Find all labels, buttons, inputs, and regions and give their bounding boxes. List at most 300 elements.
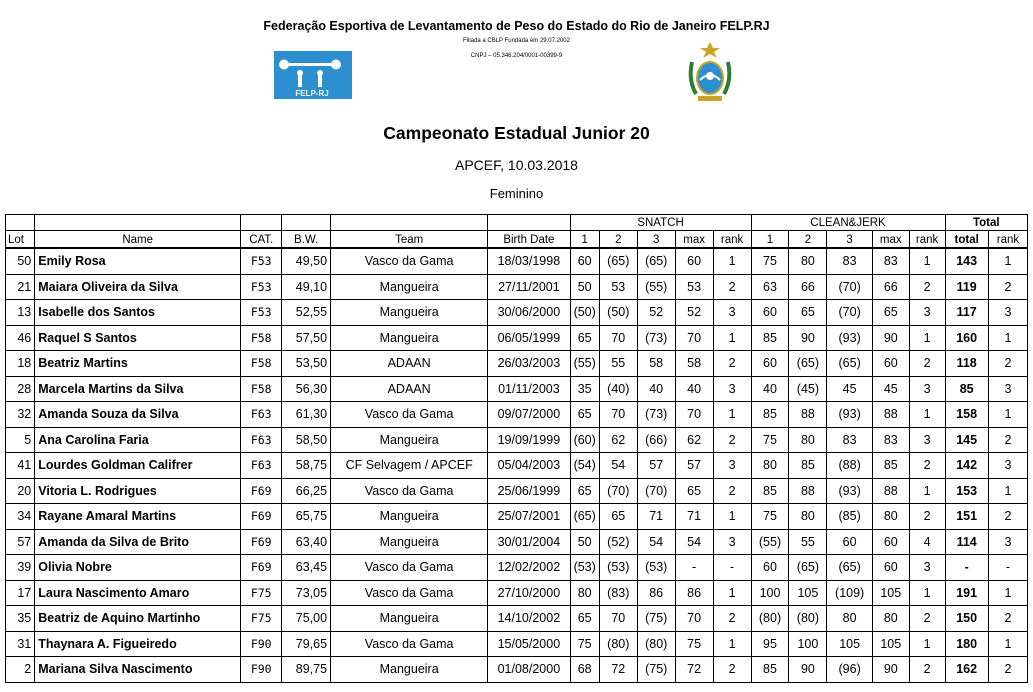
team-cell: Mangueira	[331, 300, 488, 326]
cj-2-cell: 85	[789, 453, 827, 479]
birth-date-cell: 06/05/1999	[488, 325, 570, 351]
team-cell: CF Selvagem / APCEF	[331, 453, 488, 479]
snatch-rank-cell: 2	[713, 351, 751, 377]
team-cell: Vasco da Gama	[331, 631, 488, 657]
name-cell: Beatriz Martins	[35, 351, 241, 377]
col-cj-3: 3	[827, 231, 873, 249]
cj-1-cell: 60	[751, 351, 789, 377]
snatch-rank-cell: 2	[713, 606, 751, 632]
snatch-1-cell: 75	[570, 631, 599, 657]
cj-2-cell: 80	[789, 248, 827, 274]
snatch-1-cell: (55)	[570, 351, 599, 377]
cj-3-cell: (65)	[827, 351, 873, 377]
name-cell: Beatriz de Aquino Martinho	[35, 606, 241, 632]
snatch-2-cell: (50)	[599, 300, 637, 326]
snatch-2-cell: 53	[599, 274, 637, 300]
birth-date-cell: 15/05/2000	[488, 631, 570, 657]
total-cell: 85	[945, 376, 988, 402]
team-cell: Mangueira	[331, 274, 488, 300]
total-cell: 145	[945, 427, 988, 453]
championship-title: Campeonato Estadual Junior 20	[383, 123, 650, 143]
table-row	[6, 248, 1028, 274]
snatch-2-cell: 70	[599, 402, 637, 428]
snatch-max-cell: 75	[675, 631, 713, 657]
total-group-header: Total	[945, 215, 1028, 231]
total-rank-cell: 3	[988, 453, 1027, 479]
cat-cell: F69	[241, 529, 282, 555]
cj-3-cell: (65)	[827, 555, 873, 581]
cj-1-cell: 95	[751, 631, 789, 657]
cj-2-cell: 80	[789, 504, 827, 530]
lot-cell: 50	[6, 248, 35, 274]
total-cell: 180	[945, 631, 988, 657]
cj-rank-cell: 2	[909, 606, 945, 632]
name-cell: Amanda Souza da Silva	[35, 402, 241, 428]
cat-cell: F90	[241, 631, 282, 657]
affiliation-text: Filiada a CBLP Fundada em 29.07.2002	[463, 38, 570, 44]
cj-rank-cell: 2	[909, 657, 945, 683]
table-row	[6, 478, 1028, 504]
table-row	[6, 504, 1028, 530]
total-cell: 143	[945, 248, 988, 274]
total-rank-cell: 1	[988, 402, 1027, 428]
birth-date-cell: 27/11/2001	[488, 274, 570, 300]
birth-date-cell: 26/03/2003	[488, 351, 570, 377]
lot-cell: 46	[6, 325, 35, 351]
snatch-max-cell: 71	[675, 504, 713, 530]
snatch-rank-cell: 3	[713, 376, 751, 402]
cj-max-cell: 90	[872, 657, 909, 683]
snatch-rank-cell: 1	[713, 248, 751, 274]
bw-cell: 73,05	[282, 580, 331, 606]
snatch-2-cell: 65	[599, 504, 637, 530]
team-cell: Vasco da Gama	[331, 402, 488, 428]
table-row	[6, 657, 1028, 683]
cj-2-cell: 90	[789, 657, 827, 683]
lot-cell: 5	[6, 427, 35, 453]
col-team: Team	[331, 231, 488, 249]
cat-cell: F63	[241, 402, 282, 428]
col-bw: B.W.	[282, 231, 331, 249]
snatch-1-cell: 65	[570, 402, 599, 428]
snatch-rank-cell: 1	[713, 325, 751, 351]
cj-1-cell: (80)	[751, 606, 789, 632]
snatch-max-cell: 70	[675, 606, 713, 632]
snatch-3-cell: (53)	[637, 555, 675, 581]
name-cell: Thaynara A. Figueiredo	[35, 631, 241, 657]
total-cell: 150	[945, 606, 988, 632]
team-cell: Mangueira	[331, 529, 488, 555]
snatch-2-cell: (52)	[599, 529, 637, 555]
cat-cell: F75	[241, 606, 282, 632]
table-row	[6, 555, 1028, 581]
snatch-1-cell: 65	[570, 478, 599, 504]
cj-2-cell: 105	[789, 580, 827, 606]
total-cell: 162	[945, 657, 988, 683]
lot-cell: 39	[6, 555, 35, 581]
snatch-rank-cell: 2	[713, 274, 751, 300]
table-row	[6, 427, 1028, 453]
team-cell: Mangueira	[331, 427, 488, 453]
cj-3-cell: 60	[827, 529, 873, 555]
col-birth-date: Birth Date	[488, 231, 570, 249]
cj-max-cell: 105	[872, 631, 909, 657]
total-cell: 118	[945, 351, 988, 377]
cat-cell: F90	[241, 657, 282, 683]
cat-cell: F75	[241, 580, 282, 606]
lot-cell: 41	[6, 453, 35, 479]
total-rank-cell: 2	[988, 606, 1027, 632]
lot-cell: 57	[6, 529, 35, 555]
snatch-2-cell: 72	[599, 657, 637, 683]
cj-3-cell: 83	[827, 427, 873, 453]
cj-3-cell: (70)	[827, 274, 873, 300]
cj-1-cell: (55)	[751, 529, 789, 555]
lot-cell: 17	[6, 580, 35, 606]
cj-max-cell: 90	[872, 325, 909, 351]
cj-1-cell: 100	[751, 580, 789, 606]
snatch-1-cell: 50	[570, 274, 599, 300]
birth-date-cell: 01/11/2003	[488, 376, 570, 402]
bw-cell: 49,10	[282, 274, 331, 300]
bw-cell: 52,55	[282, 300, 331, 326]
snatch-1-cell: 35	[570, 376, 599, 402]
header-spacer-cat	[241, 215, 282, 231]
snatch-3-cell: 58	[637, 351, 675, 377]
lot-cell: 13	[6, 300, 35, 326]
cj-1-cell: 75	[751, 248, 789, 274]
table-row	[6, 453, 1028, 479]
total-rank-cell: 2	[988, 427, 1027, 453]
col-snatch-max: max	[675, 231, 713, 249]
cj-3-cell: (109)	[827, 580, 873, 606]
cj-3-cell: (70)	[827, 300, 873, 326]
snatch-rank-cell: 1	[713, 580, 751, 606]
snatch-1-cell: 80	[570, 580, 599, 606]
team-cell: Vasco da Gama	[331, 248, 488, 274]
snatch-group-header: SNATCH	[570, 215, 751, 231]
team-cell: Vasco da Gama	[331, 555, 488, 581]
snatch-3-cell: 57	[637, 453, 675, 479]
birth-date-cell: 18/03/1998	[488, 248, 570, 274]
header-spacer-lot	[6, 215, 35, 231]
snatch-3-cell: 86	[637, 580, 675, 606]
bw-cell: 58,75	[282, 453, 331, 479]
cj-rank-cell: 3	[909, 300, 945, 326]
lot-cell: 20	[6, 478, 35, 504]
snatch-2-cell: (80)	[599, 631, 637, 657]
snatch-1-cell: 60	[570, 248, 599, 274]
name-cell: Rayane Amaral Martins	[35, 504, 241, 530]
cat-cell: F69	[241, 478, 282, 504]
gender-category: Feminino	[489, 186, 544, 201]
snatch-rank-cell: 2	[713, 478, 751, 504]
total-rank-cell: -	[988, 555, 1027, 581]
cat-cell: F58	[241, 351, 282, 377]
cat-cell: F53	[241, 274, 282, 300]
cj-rank-cell: 2	[909, 453, 945, 479]
cj-1-cell: 80	[751, 453, 789, 479]
total-cell: 142	[945, 453, 988, 479]
lot-cell: 18	[6, 351, 35, 377]
bw-cell: 61,30	[282, 402, 331, 428]
team-cell: Mangueira	[331, 657, 488, 683]
name-cell: Marcela Martins da Silva	[35, 376, 241, 402]
cj-max-cell: 60	[872, 351, 909, 377]
cj-2-cell: 66	[789, 274, 827, 300]
snatch-max-cell: 58	[675, 351, 713, 377]
team-cell: Mangueira	[331, 325, 488, 351]
total-cell: 160	[945, 325, 988, 351]
cat-cell: F58	[241, 376, 282, 402]
total-rank-cell: 1	[988, 248, 1027, 274]
lot-cell: 35	[6, 606, 35, 632]
total-rank-cell: 3	[988, 300, 1027, 326]
snatch-3-cell: 71	[637, 504, 675, 530]
snatch-rank-cell: 1	[713, 402, 751, 428]
snatch-rank-cell: 2	[713, 427, 751, 453]
name-cell: Amanda da Silva de Brito	[35, 529, 241, 555]
cj-2-cell: 80	[789, 427, 827, 453]
cj-max-cell: 80	[872, 504, 909, 530]
birth-date-cell: 30/06/2000	[488, 300, 570, 326]
cj-1-cell: 60	[751, 300, 789, 326]
bw-cell: 57,50	[282, 325, 331, 351]
cj-2-cell: 100	[789, 631, 827, 657]
lot-cell: 2	[6, 657, 35, 683]
cj-max-cell: 83	[872, 427, 909, 453]
cj-2-cell: (80)	[789, 606, 827, 632]
total-rank-cell: 2	[988, 504, 1027, 530]
cj-rank-cell: 1	[909, 580, 945, 606]
bw-cell: 63,40	[282, 529, 331, 555]
birth-date-cell: 27/10/2000	[488, 580, 570, 606]
bw-cell: 58,50	[282, 427, 331, 453]
snatch-2-cell: 70	[599, 325, 637, 351]
snatch-2-cell: (70)	[599, 478, 637, 504]
cj-max-cell: 83	[872, 248, 909, 274]
cj-1-cell: 75	[751, 427, 789, 453]
lot-cell: 32	[6, 402, 35, 428]
snatch-2-cell: (53)	[599, 555, 637, 581]
col-snatch-3: 3	[637, 231, 675, 249]
snatch-rank-cell: 3	[713, 300, 751, 326]
name-cell: Vitoria L. Rodrigues	[35, 478, 241, 504]
table-body	[6, 248, 1028, 682]
bw-cell: 56,30	[282, 376, 331, 402]
snatch-3-cell: (73)	[637, 402, 675, 428]
snatch-2-cell: (83)	[599, 580, 637, 606]
cj-rank-cell: 2	[909, 504, 945, 530]
snatch-rank-cell: -	[713, 555, 751, 581]
lot-cell: 21	[6, 274, 35, 300]
bw-cell: 75,00	[282, 606, 331, 632]
bw-cell: 53,50	[282, 351, 331, 377]
team-cell: ADAAN	[331, 376, 488, 402]
table-row	[6, 274, 1028, 300]
col-cat: CAT.	[241, 231, 282, 249]
lot-cell: 34	[6, 504, 35, 530]
total-cell: 114	[945, 529, 988, 555]
col-name: Name	[35, 231, 241, 249]
snatch-3-cell: (73)	[637, 325, 675, 351]
cj-2-cell: 55	[789, 529, 827, 555]
snatch-rank-cell: 1	[713, 631, 751, 657]
col-cj-1: 1	[751, 231, 789, 249]
logo-text: FELP-RJ	[295, 89, 329, 98]
total-rank-cell: 3	[988, 529, 1027, 555]
snatch-3-cell: (70)	[637, 478, 675, 504]
snatch-1-cell: (65)	[570, 504, 599, 530]
snatch-1-cell: 68	[570, 657, 599, 683]
team-cell: Mangueira	[331, 504, 488, 530]
team-cell: Vasco da Gama	[331, 478, 488, 504]
snatch-max-cell: 60	[675, 248, 713, 274]
snatch-max-cell: 57	[675, 453, 713, 479]
cj-3-cell: (93)	[827, 325, 873, 351]
birth-date-cell: 14/10/2002	[488, 606, 570, 632]
table-row	[6, 351, 1028, 377]
name-cell: Lourdes Goldman Califrer	[35, 453, 241, 479]
snatch-max-cell: 52	[675, 300, 713, 326]
cj-2-cell: 90	[789, 325, 827, 351]
name-cell: Maiara Oliveira da Silva	[35, 274, 241, 300]
total-cell: -	[945, 555, 988, 581]
col-cj-2: 2	[789, 231, 827, 249]
cj-rank-cell: 3	[909, 555, 945, 581]
birth-date-cell: 25/07/2001	[488, 504, 570, 530]
team-cell: Mangueira	[331, 606, 488, 632]
cj-max-cell: 60	[872, 555, 909, 581]
cj-1-cell: 40	[751, 376, 789, 402]
bw-cell: 66,25	[282, 478, 331, 504]
total-rank-cell: 2	[988, 351, 1027, 377]
cj-1-cell: 60	[751, 555, 789, 581]
header-spacer-bw	[282, 215, 331, 231]
venue-date: APCEF, 10.03.2018	[455, 157, 578, 173]
total-rank-cell: 1	[988, 580, 1027, 606]
table-row	[6, 606, 1028, 632]
cj-max-cell: 80	[872, 606, 909, 632]
snatch-2-cell: (65)	[599, 248, 637, 274]
birth-date-cell: 05/04/2003	[488, 453, 570, 479]
snatch-rank-cell: 3	[713, 529, 751, 555]
snatch-max-cell: 72	[675, 657, 713, 683]
cj-max-cell: 105	[872, 580, 909, 606]
birth-date-cell: 12/02/2002	[488, 555, 570, 581]
cj-2-cell: (65)	[789, 555, 827, 581]
cj-2-cell: 88	[789, 478, 827, 504]
cj-2-cell: 88	[789, 402, 827, 428]
birth-date-cell: 25/06/1999	[488, 478, 570, 504]
team-cell: Vasco da Gama	[331, 580, 488, 606]
name-cell: Isabelle dos Santos	[35, 300, 241, 326]
total-cell: 119	[945, 274, 988, 300]
snatch-2-cell: 70	[599, 606, 637, 632]
total-cell: 151	[945, 504, 988, 530]
total-cell: 117	[945, 300, 988, 326]
cj-max-cell: 88	[872, 402, 909, 428]
cj-3-cell: (88)	[827, 453, 873, 479]
cj-3-cell: (93)	[827, 402, 873, 428]
col-cj-max: max	[872, 231, 909, 249]
cat-cell: F69	[241, 504, 282, 530]
state-coat-of-arms	[686, 40, 734, 106]
name-cell: Laura Nascimento Amaro	[35, 580, 241, 606]
cj-rank-cell: 1	[909, 402, 945, 428]
snatch-rank-cell: 1	[713, 504, 751, 530]
cj-max-cell: 45	[872, 376, 909, 402]
col-total-rank: rank	[988, 231, 1027, 249]
snatch-3-cell: (75)	[637, 606, 675, 632]
snatch-3-cell: (66)	[637, 427, 675, 453]
snatch-rank-cell: 2	[713, 657, 751, 683]
name-cell: Emily Rosa	[35, 248, 241, 274]
cj-1-cell: 85	[751, 478, 789, 504]
table-header	[6, 215, 1028, 249]
cnpj-text: CNPJ – 05.346.204/0001-00399-9	[470, 53, 563, 59]
table-row	[6, 325, 1028, 351]
cat-cell: F58	[241, 325, 282, 351]
total-rank-cell: 2	[988, 274, 1027, 300]
snatch-2-cell: 54	[599, 453, 637, 479]
bw-cell: 49,50	[282, 248, 331, 274]
bw-cell: 79,65	[282, 631, 331, 657]
name-cell: Mariana Silva Nascimento	[35, 657, 241, 683]
cj-max-cell: 60	[872, 529, 909, 555]
cj-rank-cell: 3	[909, 427, 945, 453]
cj-1-cell: 85	[751, 402, 789, 428]
snatch-2-cell: 62	[599, 427, 637, 453]
snatch-2-cell: 55	[599, 351, 637, 377]
header-spacer-name	[35, 215, 241, 231]
cj-rank-cell: 1	[909, 248, 945, 274]
cj-rank-cell: 2	[909, 274, 945, 300]
cj-rank-cell: 4	[909, 529, 945, 555]
snatch-1-cell: 65	[570, 325, 599, 351]
snatch-max-cell: 54	[675, 529, 713, 555]
snatch-max-cell: 70	[675, 402, 713, 428]
total-rank-cell: 1	[988, 631, 1027, 657]
snatch-rank-cell: 3	[713, 453, 751, 479]
name-cell: Olivia Nobre	[35, 555, 241, 581]
col-snatch-1: 1	[570, 231, 599, 249]
snatch-3-cell: (55)	[637, 274, 675, 300]
cj-1-cell: 85	[751, 325, 789, 351]
header-spacer-team	[331, 215, 488, 231]
name-cell: Raquel S Santos	[35, 325, 241, 351]
cj-3-cell: (85)	[827, 504, 873, 530]
total-rank-cell: 1	[988, 325, 1027, 351]
snatch-3-cell: 40	[637, 376, 675, 402]
table-row	[6, 529, 1028, 555]
birth-date-cell: 09/07/2000	[488, 402, 570, 428]
lot-cell: 31	[6, 631, 35, 657]
snatch-1-cell: (50)	[570, 300, 599, 326]
snatch-max-cell: -	[675, 555, 713, 581]
table-row	[6, 631, 1028, 657]
cj-rank-cell: 1	[909, 325, 945, 351]
cj-3-cell: 80	[827, 606, 873, 632]
cj-2-cell: (45)	[789, 376, 827, 402]
cj-2-cell: (65)	[789, 351, 827, 377]
cat-cell: F63	[241, 427, 282, 453]
cj-rank-cell: 1	[909, 478, 945, 504]
table-row	[6, 300, 1028, 326]
lot-cell: 28	[6, 376, 35, 402]
organization-name: Federação Esportiva de Levantamento de Peso do Estado do Rio de Janeiro FELP.RJ	[263, 19, 770, 33]
cj-2-cell: 65	[789, 300, 827, 326]
